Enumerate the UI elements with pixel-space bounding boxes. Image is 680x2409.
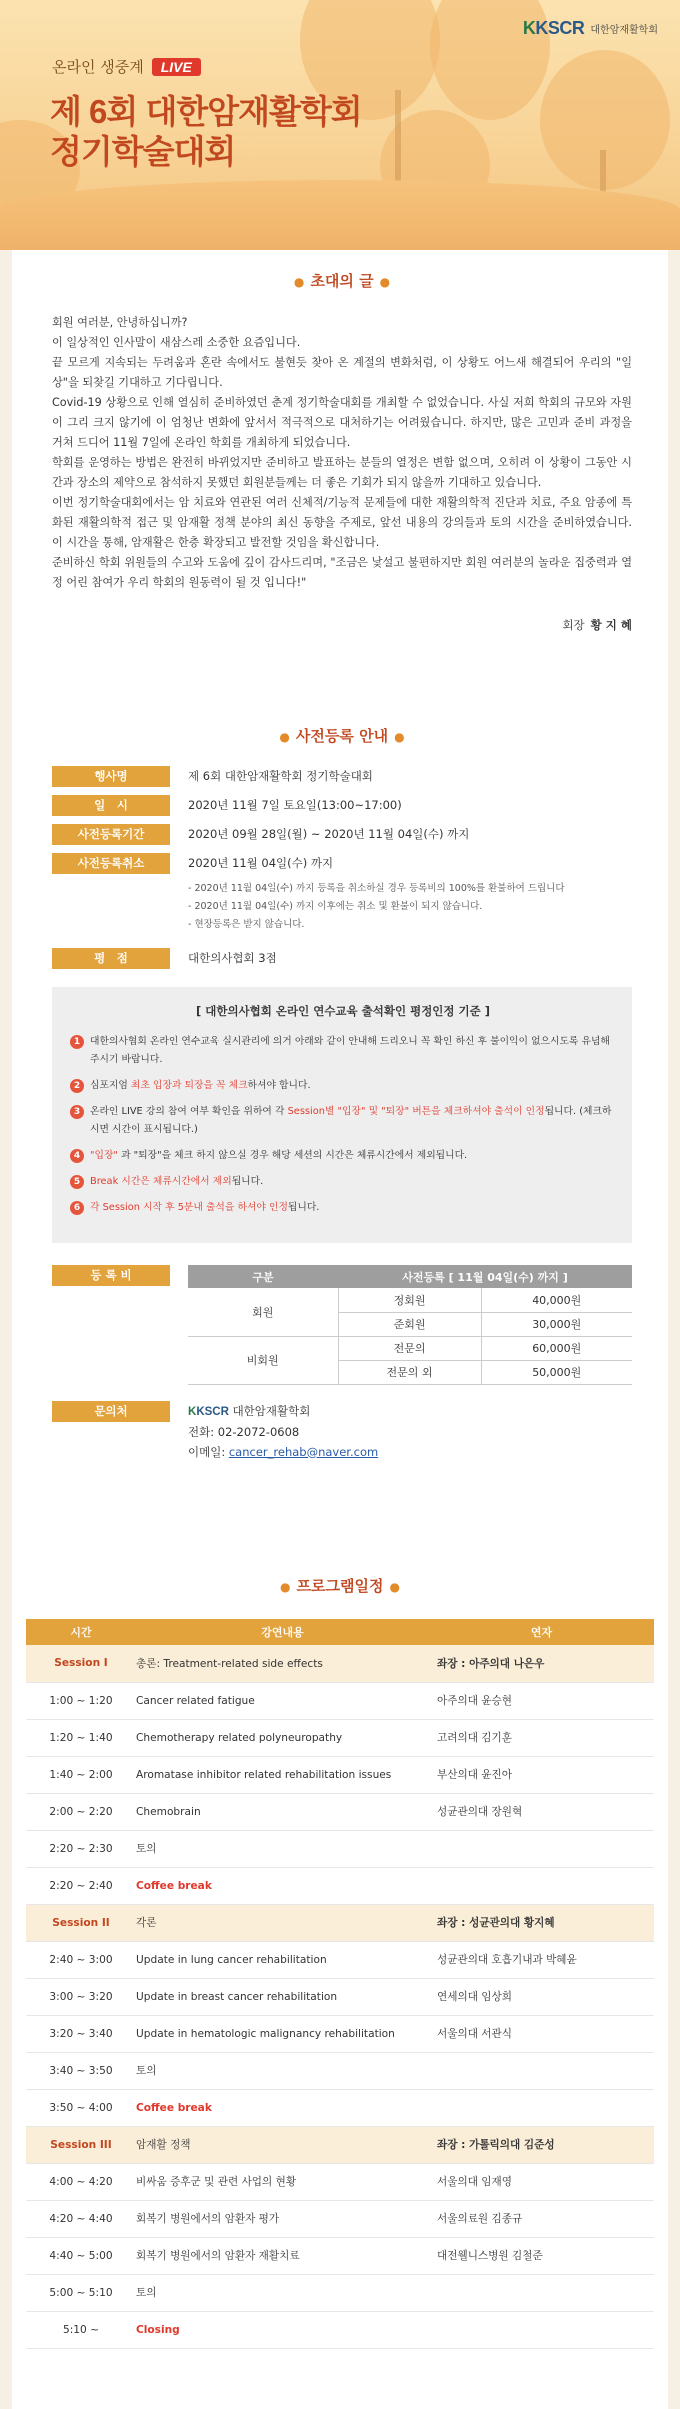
criteria-text-part: 됩니다. (체크하시면 시간이 표시됩니다.) [90, 1106, 612, 1135]
criteria-highlight: 최초 입장과 퇴장을 꼭 체크 [130, 1080, 248, 1091]
letter-body [52, 313, 632, 593]
info-label: 일 시 [52, 795, 170, 816]
letter-paragraph: 이 일상적인 인사말이 새삼스레 소중한 요즘입니다. [52, 336, 301, 349]
criteria-item [70, 1077, 616, 1095]
kscr-logo: KKSCR [522, 18, 585, 38]
program-row [26, 1867, 654, 1904]
info-row-date [52, 795, 632, 816]
program-speaker: 서울의대 서관식 [429, 2015, 654, 2052]
fee-header-row [188, 1265, 632, 1288]
fee-table [188, 1265, 632, 1385]
attendance-criteria-box [52, 987, 632, 1243]
info-value: 2020년 11월 04일(수) 까지 [188, 856, 334, 870]
letter-paragraph: 끝 모르게 지속되는 두려움과 혼란 속에서도 불현듯 찾아 온 계절의 변화처럼, 이 상황도 어느새 해결되어 우리의 "일상"을 되찾길 기대하고 기다립니다. [52, 356, 632, 389]
live-indicator [52, 56, 201, 77]
program-time: 1:00 ~ 1:20 [26, 1682, 136, 1719]
fee-header: 사전등록 [ 11월 04일(수) 까지 ] [338, 1265, 632, 1288]
number-badge: 6 [70, 1201, 84, 1215]
letter-paragraph: 학회를 운영하는 방법은 완전히 바뀌었지만 준비하고 발표하는 분들의 열정은 변함 없으며, 오히려 이 상황이 그동안 시간과 장소의 제약으로 참석하지 못했던 회원분들께는 더 좋은 기회가 되지 않을까 기대하고 있습니다. [52, 456, 632, 489]
criteria-text [90, 1077, 311, 1095]
contact-block [52, 1401, 632, 1462]
info-label: 사전등록취소 [52, 853, 170, 874]
criteria-highlight: Break 시간은 체류시간에서 제외 [90, 1176, 232, 1187]
program-row [26, 1719, 654, 1756]
number-badge: 1 [70, 1035, 84, 1049]
program-speaker: 서울의대 임재영 [429, 2163, 654, 2200]
criteria-item [70, 1033, 616, 1069]
signature [52, 617, 632, 633]
program-row [26, 2089, 654, 2126]
info-label: 평 점 [52, 948, 170, 969]
greeting-section [52, 270, 632, 633]
bullet-icon: ● [280, 1580, 291, 1594]
fee-category: 회원 [188, 1288, 338, 1336]
program-time: 3:00 ~ 3:20 [26, 1978, 136, 2015]
number-badge: 3 [70, 1105, 84, 1119]
program-content: 암재활 정책 [136, 2126, 429, 2163]
program-time: 4:20 ~ 4:40 [26, 2200, 136, 2237]
bullet-icon: ● [389, 1580, 400, 1594]
program-section [26, 1575, 654, 2349]
info-label: 등 록 비 [52, 1265, 170, 1286]
bullet-icon: ● [293, 275, 305, 289]
program-content: 총론: Treatment-related side effects [136, 1645, 429, 1682]
program-speaker: 성균관의대 호흡기내과 박혜윤 [429, 1941, 654, 1978]
program-content: Chemobrain [136, 1793, 429, 1830]
program-time: 4:40 ~ 5:00 [26, 2237, 136, 2274]
program-speaker [429, 2089, 654, 2126]
program-session-row [26, 2126, 654, 2163]
program-speaker [429, 2274, 654, 2311]
criteria-text-part: 됩니다. [287, 1202, 320, 1213]
criteria-item [70, 1173, 616, 1191]
fee-amount: 40,000원 [481, 1288, 632, 1312]
criteria-text-part: 온라인 LIVE 강의 참여 여부 확인을 위하여 각 [90, 1106, 288, 1117]
contact-email-line [188, 1442, 378, 1462]
program-content: 각론 [136, 1904, 429, 1941]
live-prefix: 온라인 생중계 [52, 58, 144, 76]
fee-amount: 30,000원 [481, 1312, 632, 1336]
cancel-notes [188, 880, 632, 934]
program-content: Closing [136, 2311, 429, 2348]
fee-amount: 60,000원 [481, 1336, 632, 1360]
program-speaker: 부산의대 윤진아 [429, 1756, 654, 1793]
program-content: 회복기 병원에서의 암환자 재활치료 [136, 2237, 429, 2274]
number-badge: 2 [70, 1079, 84, 1093]
cancel-note: - 현장등록은 받지 않습니다. [188, 919, 305, 930]
program-table [26, 1619, 654, 2349]
program-row [26, 1941, 654, 1978]
program-row [26, 2274, 654, 2311]
criteria-highlight: "입장" [90, 1150, 118, 1161]
info-row-cancel [52, 853, 632, 874]
program-content: Coffee break [136, 1867, 429, 1904]
info-value: 대한의사협회 3점 [188, 951, 277, 965]
fee-sub: 정회원 [338, 1288, 481, 1312]
letter-paragraph: 이번 정기학술대회에서는 암 치료와 연관된 여러 신체적/기능적 문제들에 대한 재활의학적 진단과 치료, 주요 암종에 특화된 재활의학적 접근 및 암재활 정책 분야의 최신 동향을 주제로, 앞선 내용의 강의들과 토의 시간을 준비하였습니다. 이 시간을 통해, 암재활은 한층 확장되고 발전할 것임을 확신합니다. [52, 496, 632, 549]
contact-org [188, 1401, 378, 1422]
title-line-1: 제 6회 대한암재활학회 [50, 93, 362, 130]
program-speaker [429, 1830, 654, 1867]
program-time: Session I [26, 1645, 136, 1682]
sign-role: 회장 [562, 618, 585, 632]
program-time: 3:20 ~ 3:40 [26, 2015, 136, 2052]
program-header: 연자 [429, 1619, 654, 1645]
program-content: Coffee break [136, 2089, 429, 2126]
program-row [26, 1793, 654, 1830]
criteria-text-part: 심포지엄 [90, 1080, 131, 1091]
criteria-highlight: 각 Session 시작 후 5분내 출석을 하셔야 인정 [90, 1202, 288, 1213]
program-time: 5:00 ~ 5:10 [26, 2274, 136, 2311]
brand-name: 대한암재활학회 [590, 25, 658, 36]
criteria-highlight: Session별 "입장" 및 "퇴장" 버튼을 체크하셔야 출석이 인정 [287, 1106, 545, 1117]
program-time: 2:40 ~ 3:00 [26, 1941, 136, 1978]
program-content: 토의 [136, 1830, 429, 1867]
program-content: Cancer related fatigue [136, 1682, 429, 1719]
brand-logo [523, 18, 658, 39]
program-header: 시간 [26, 1619, 136, 1645]
fee-category: 비회원 [188, 1336, 338, 1384]
criteria-text-part: 됩니다. [231, 1176, 264, 1187]
program-row [26, 1682, 654, 1719]
program-speaker: 좌장 : 성균관의대 황지혜 [429, 1904, 654, 1941]
program-content: Update in hematologic malignancy rehabilitation [136, 2015, 429, 2052]
registration-section [52, 725, 632, 1462]
program-speaker: 대전웰니스병원 김철준 [429, 2237, 654, 2274]
brand-mark-text: KSCR [535, 18, 585, 38]
ground-decoration [0, 180, 680, 250]
cancel-note: - 2020년 11월 04일(수) 까지 등록을 취소하실 경우 등록비의 100%를 환불하여 드립니다 [188, 883, 565, 894]
program-time: 1:20 ~ 1:40 [26, 1719, 136, 1756]
criteria-text [90, 1033, 616, 1069]
program-speaker [429, 1867, 654, 1904]
info-value: 제 6회 대한암재활학회 정기학술대회 [188, 769, 373, 783]
program-speaker [429, 2052, 654, 2089]
contact-email-link[interactable]: cancer_rehab@naver.com [228, 1444, 379, 1459]
fee-header: 구분 [188, 1265, 338, 1288]
program-time: Session III [26, 2126, 136, 2163]
program-content: 회복기 병원에서의 암환자 평가 [136, 2200, 429, 2237]
program-title [26, 1575, 654, 1596]
criteria-title: [ 대한의사협회 온라인 연수교육 출석확인 평정인정 기준 ] [195, 1004, 491, 1018]
program-header: 강연내용 [136, 1619, 429, 1645]
criteria-text-part: 하셔야 합니다. [247, 1080, 311, 1091]
program-row [26, 1830, 654, 1867]
greeting-title-text: 초대의 글 [310, 272, 374, 290]
program-row [26, 2237, 654, 2274]
program-speaker: 좌장 : 아주의대 나은우 [429, 1645, 654, 1682]
contact-org-name: 대한암재활학회 [232, 1403, 311, 1418]
program-time: 3:50 ~ 4:00 [26, 2089, 136, 2126]
program-time: Session II [26, 1904, 136, 1941]
program-row [26, 1756, 654, 1793]
criteria-text-part: 대한의사협회 온라인 연수교육 실시관리에 의거 아래와 같이 안내해 드리오니 꼭 확인 하신 후 불이익이 없으시도록 유념해 주시기 바랍니다. [90, 1036, 610, 1065]
criteria-item [70, 1147, 616, 1165]
fee-block [52, 1265, 632, 1385]
fee-sub: 준회원 [338, 1312, 481, 1336]
program-content: Chemotherapy related polyneuropathy [136, 1719, 429, 1756]
program-time: 1:40 ~ 2:00 [26, 1756, 136, 1793]
program-time: 5:10 ~ [26, 2311, 136, 2348]
letter-paragraph: 준비하신 학회 위원들의 수고와 도움에 깊이 감사드리며, "조금은 낯설고 불편하지만 회원 여러분의 놀라운 집중력과 열정 어린 참여가 우리 학회의 원동력이 될 것 입니다!" [52, 556, 632, 589]
registration-title [52, 725, 632, 746]
fee-amount: 50,000원 [481, 1360, 632, 1384]
page-title [50, 92, 362, 172]
info-row-period [52, 824, 632, 845]
live-badge: LIVE [152, 58, 201, 76]
program-content: Update in lung cancer rehabilitation [136, 1941, 429, 1978]
bullet-icon: ● [394, 730, 405, 744]
program-row [26, 2052, 654, 2089]
fee-row [188, 1336, 632, 1360]
program-title-text: 프로그램일정 [296, 1577, 384, 1595]
program-row [26, 2311, 654, 2348]
info-row-event [52, 766, 632, 787]
criteria-item [70, 1103, 616, 1139]
kscr-logo: KKSCR [188, 1405, 229, 1418]
contact-org-mark: KSCR [196, 1405, 229, 1418]
program-content: 토의 [136, 2274, 429, 2311]
number-badge: 5 [70, 1175, 84, 1189]
program-time: 3:40 ~ 3:50 [26, 2052, 136, 2089]
info-label: 행사명 [52, 766, 170, 787]
info-label: 문의처 [52, 1401, 170, 1422]
content-card [12, 250, 668, 2409]
criteria-item [70, 1199, 616, 1217]
contact-info [188, 1401, 378, 1462]
contact-phone: 전화: 02-2072-0608 [188, 1424, 300, 1439]
program-speaker: 고려의대 김기훈 [429, 1719, 654, 1756]
program-speaker: 좌장 : 가톨릭의대 김준성 [429, 2126, 654, 2163]
criteria-text-part: 과 "퇴장"을 체크 하지 않으실 경우 해당 세션의 시간은 체류시간에서 제외됩니다. [117, 1150, 468, 1161]
criteria-text [90, 1173, 263, 1191]
program-row [26, 1978, 654, 2015]
fee-sub: 전문의 외 [338, 1360, 481, 1384]
hero-banner [0, 0, 680, 250]
program-row [26, 2200, 654, 2237]
program-time: 2:00 ~ 2:20 [26, 1793, 136, 1830]
bullet-icon: ● [279, 730, 290, 744]
criteria-text [90, 1199, 319, 1217]
program-content: Update in breast cancer rehabilitation [136, 1978, 429, 2015]
program-body [26, 1645, 654, 2348]
criteria-text [90, 1103, 616, 1139]
program-speaker: 아주의대 윤승현 [429, 1682, 654, 1719]
program-speaker [429, 2311, 654, 2348]
program-speaker: 성균관의대 장원혁 [429, 1793, 654, 1830]
program-content: 토의 [136, 2052, 429, 2089]
program-row [26, 2015, 654, 2052]
program-row [26, 2163, 654, 2200]
info-row-score [52, 948, 632, 969]
fee-sub: 전문의 [338, 1336, 481, 1360]
registration-title-text: 사전등록 안내 [295, 727, 389, 745]
program-header-row [26, 1619, 654, 1645]
letter-paragraph: Covid-19 상황으로 인해 열심히 준비하였던 춘계 정기학술대회를 개최할 수 없었습니다. 사실 저희 학회의 규모와 자원이 그리 크지 않기에 이 엄청난 변화에 앞서서 적극적으로 대처하기는 어려웠습니다. 하지만, 많은 고민과 준비 과정을 거쳐 드디어 11월 7일에 온라인 학회를 개최하게 되었습니다. [52, 396, 632, 449]
number-badge: 4 [70, 1149, 84, 1163]
program-time: 4:00 ~ 4:20 [26, 2163, 136, 2200]
program-speaker: 서울의료원 김종규 [429, 2200, 654, 2237]
info-value: 2020년 09월 28일(월) ~ 2020년 11월 04일(수) 까지 [188, 827, 470, 841]
program-content: 비싸움 증후군 및 관련 사업의 현황 [136, 2163, 429, 2200]
title-line-2: 정기학술대회 [50, 133, 236, 170]
bullet-icon: ● [379, 275, 391, 289]
program-time: 2:20 ~ 2:30 [26, 1830, 136, 1867]
info-value: 2020년 11월 7일 토요일(13:00~17:00) [188, 798, 402, 812]
program-session-row [26, 1904, 654, 1941]
contact-email-label: 이메일: [188, 1444, 229, 1459]
sign-name: 황 지 혜 [590, 618, 632, 632]
criteria-text [90, 1147, 467, 1165]
program-content: Aromatase inhibitor related rehabilitation issues [136, 1756, 429, 1793]
letter-paragraph: 회원 여러분, 안녕하십니까? [52, 316, 188, 329]
info-label: 사전등록기간 [52, 824, 170, 845]
fee-row [188, 1288, 632, 1312]
cancel-note: - 2020년 11월 04일(수) 까지 이후에는 취소 및 환불이 되지 않습니다. [188, 901, 483, 912]
greeting-title [52, 270, 632, 291]
program-session-row [26, 1645, 654, 1682]
program-speaker: 연세의대 임상희 [429, 1978, 654, 2015]
program-time: 2:20 ~ 2:40 [26, 1867, 136, 1904]
